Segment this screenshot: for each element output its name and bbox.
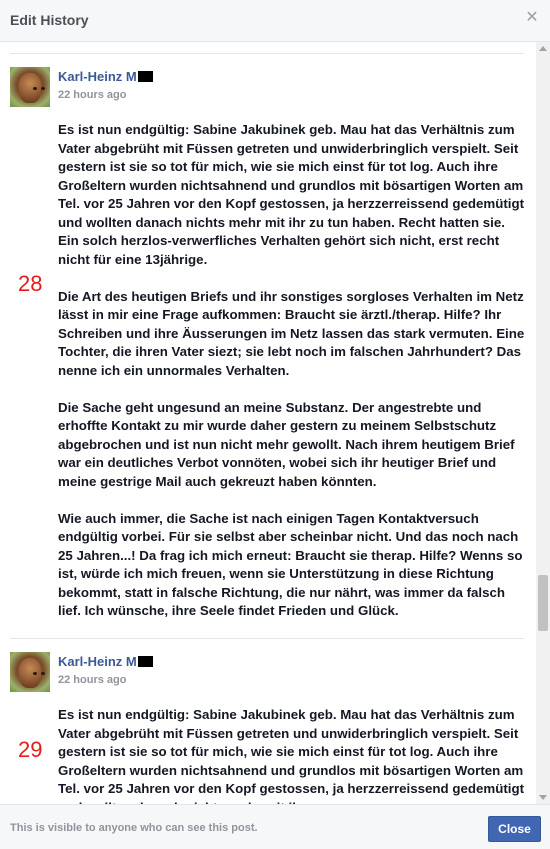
dialog-title: Edit History	[10, 12, 89, 28]
history-entry	[0, 638, 536, 808]
paragraph: Wie auch immer, die Sache ist nach einigen Tagen Kontaktversuch endgültig vorbei. Für sie selbst aber scheinbar nicht. Und das noch nach 25 Jahren...! Da frag ich mich erneut: Braucht sie therap. Hilfe? Wenns so ist, würde ich mich freuen, wenn sie Unterstützung in diese Richtung bekommt, statt in falsche Richtung, die nur nährt, was immer da falsch lief. Ich wünsche, ihre Seele findet Frieden und Glück.	[58, 510, 523, 618]
dialog-footer	[0, 804, 550, 849]
visibility-note: This is visible to anyone who can see this post.	[10, 822, 258, 834]
scrollbar-thumb[interactable]	[538, 575, 548, 631]
post-text	[58, 121, 528, 639]
paragraph: Es ist nun endgültig: Sabine Jakubinek geb. Mau hat das Verhältnis zum Vater abgebrüht mit Füssen getreten und unwiderbringlich verspielt. Seit gestern ist sie so tot für mich, wie sie mich einst für tot log. Auch ihre Großeltern wurden nichtsahnend und grundlos mit bösartigen Worten am Tel. vor 25 Jahren vor den Kopf gestossen, ja herzzerreissend gedemütigt und wollten danach nichts mehr mit ihr zu tun haben. Recht hatten sie. Ein solch herzlos-verwerfliches Verhalten gehört sich nicht, erst recht nicht für eine 13jährige.	[58, 122, 525, 267]
timestamp[interactable]: 22 hours ago	[58, 674, 127, 686]
paragraph: Es ist nun endgültig: Sabine Jakubinek geb. Mau hat das Verhältnis zum Vater abgebrüht mit Füssen getreten und unwiderbringlich verspielt. Seit gestern ist sie so tot für mich, wie sie mich einst für tot log. Auch ihre Großeltern wurden nichtsahnend und grundlos mit bösartigen Worten am Tel. vor 25 Jahren vor den Kopf gestossen, ja herzzerreissend gedemütigt	[58, 707, 525, 796]
paragraph: Die Art des heutigen Briefs und ihr sonstiges sorgloses Verhalten im Netz lässt in mir eine Frage aufkommen: Braucht sie ärztl./therap. Hilfe? Ihr Schreiben und ihre Äusserungen im Netz lassen das stark vermuten. Eine Tochter, die ihren Vater siezt; sie lebt noch im falschen Jahrhundert? Das nenne ich ein unnormales Verhalten.	[58, 288, 525, 378]
annotation-number: 29	[18, 737, 43, 762]
annotation-number: 28	[18, 271, 43, 296]
scroll-down-icon[interactable]	[539, 795, 547, 800]
scrollbar[interactable]	[536, 42, 550, 804]
avatar[interactable]	[10, 67, 50, 107]
avatar[interactable]	[10, 652, 50, 692]
scroll-up-icon[interactable]	[539, 46, 547, 51]
timestamp[interactable]: 22 hours ago	[58, 89, 127, 101]
author-name[interactable]: Karl-Heinz M	[58, 654, 153, 669]
redaction-bar	[138, 71, 153, 82]
paragraph: Die Sache geht ungesund an meine Substanz. Der angestrebte und erhoffte Kontakt zu mir wurde daher gestern zu meinem Selbstschutz abgebrochen und ist nun nicht mehr gewollt. Nach ihrem heutigem Brief war ein deutliches Verbot vonnöten, wobei sich ihr heutiger Brief und meine gestrige Mail auch gekreuzt haben könnten.	[58, 399, 515, 489]
author-name[interactable]: Karl-Heinz M	[58, 69, 153, 84]
dialog-header	[0, 0, 550, 42]
close-button[interactable]: Close	[488, 816, 541, 842]
divider	[10, 53, 524, 54]
close-icon[interactable]: ✕	[525, 9, 539, 26]
divider	[10, 638, 524, 639]
history-list[interactable]	[0, 42, 550, 804]
history-entry	[0, 42, 536, 642]
redaction-bar	[138, 656, 153, 667]
